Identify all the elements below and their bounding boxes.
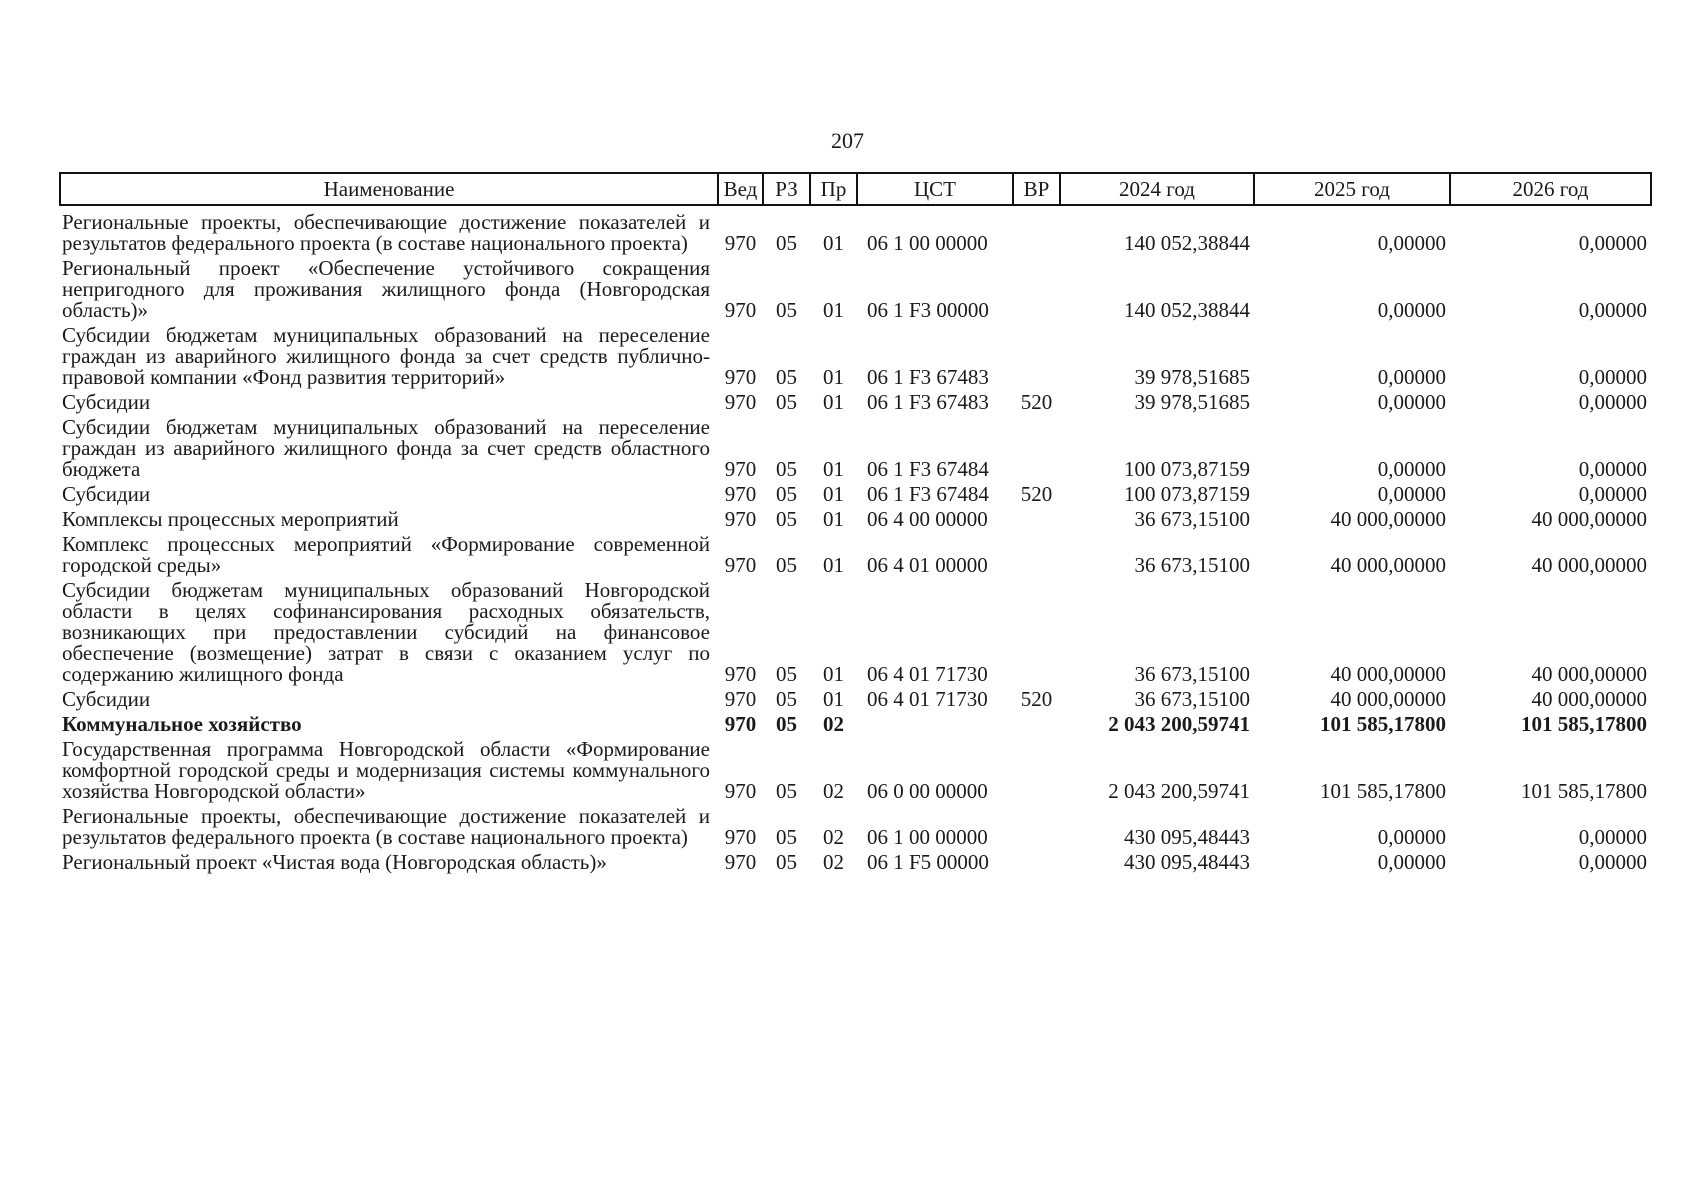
table-row <box>60 737 1651 804</box>
row-vr <box>1013 415 1060 482</box>
row-amount-2024: 430 095,48443 <box>1124 825 1250 849</box>
row-amount-2025: 0,00000 <box>1377 298 1446 322</box>
row-name: Субсидии <box>62 482 151 506</box>
row-amount-2025: 0,00000 <box>1377 457 1446 481</box>
row-ved: 970 <box>724 231 757 255</box>
table-row <box>60 205 1651 256</box>
row-amount-2026: 0,00000 <box>1578 825 1647 849</box>
row-rz: 05 <box>776 825 797 849</box>
row-amount-2024: 140 052,38844 <box>1124 231 1250 255</box>
header-ved: Вед <box>718 173 763 205</box>
row-cst: 06 1 F3 67484 <box>867 482 989 506</box>
row-ved: 970 <box>724 662 757 686</box>
row-cst: 06 1 F3 67484 <box>867 457 989 481</box>
row-amount-2025: 40 000,00000 <box>1330 687 1446 711</box>
row-rz: 05 <box>776 687 797 711</box>
table-header <box>60 173 1651 205</box>
row-pr: 02 <box>823 850 844 874</box>
table-row <box>60 804 1651 850</box>
row-rz: 05 <box>776 390 797 414</box>
row-rz: 05 <box>776 365 797 389</box>
row-amount-2026: 40 000,00000 <box>1531 662 1647 686</box>
row-pr: 01 <box>823 662 844 686</box>
header-cst: ЦСТ <box>857 173 1013 205</box>
row-pr: 02 <box>823 712 844 736</box>
header-rz: РЗ <box>763 173 810 205</box>
row-pr: 01 <box>823 390 844 414</box>
row-pr: 01 <box>823 457 844 481</box>
row-amount-2026: 101 585,17800 <box>1521 779 1647 803</box>
row-ved: 970 <box>724 825 757 849</box>
row-ved: 970 <box>724 390 757 414</box>
row-rz: 05 <box>776 553 797 577</box>
row-cst: 06 1 F3 67483 <box>867 390 989 414</box>
row-amount-2026: 40 000,00000 <box>1531 507 1647 531</box>
row-name: Региональные проекты, обеспечивающие достижение показателей и результатов федерального проекта (в составе национального проекта) <box>62 804 710 849</box>
row-vr <box>1013 323 1060 390</box>
row-amount-2024: 140 052,38844 <box>1124 298 1250 322</box>
table-body <box>60 205 1651 875</box>
row-cst: 06 0 00 00000 <box>867 779 988 803</box>
row-amount-2024: 36 673,15100 <box>1134 687 1250 711</box>
row-vr <box>1013 850 1060 875</box>
row-name: Коммунальное хозяйство <box>62 712 302 736</box>
row-vr <box>1013 712 1060 737</box>
row-vr <box>1013 578 1060 687</box>
row-name: Субсидии бюджетам муниципальных образований на переселение граждан из аварийного жилищного фонда за счет средств областного бюджета <box>62 415 710 481</box>
row-vr <box>1013 804 1060 850</box>
table-row <box>60 532 1651 578</box>
header-pr: Пр <box>810 173 857 205</box>
row-amount-2025: 0,00000 <box>1377 390 1446 414</box>
row-amount-2025: 40 000,00000 <box>1330 662 1446 686</box>
row-amount-2024: 39 978,51685 <box>1134 365 1250 389</box>
page-number: 207 <box>831 128 864 153</box>
row-cst: 06 1 00 00000 <box>867 825 988 849</box>
row-rz: 05 <box>776 662 797 686</box>
row-amount-2026: 0,00000 <box>1578 457 1647 481</box>
row-ved: 970 <box>724 687 757 711</box>
row-amount-2026: 101 585,17800 <box>1521 712 1647 736</box>
row-name: Комплекс процессных мероприятий «Формирование современной городской среды» <box>62 532 710 577</box>
row-pr: 02 <box>823 779 844 803</box>
row-cst <box>857 712 1013 737</box>
row-cst: 06 1 F5 00000 <box>867 850 989 874</box>
budget-table <box>59 172 1652 875</box>
row-amount-2024: 2 043 200,59741 <box>1108 712 1250 736</box>
row-amount-2024: 100 073,87159 <box>1124 482 1250 506</box>
row-vr <box>1013 507 1060 532</box>
row-cst: 06 1 00 00000 <box>867 231 988 255</box>
row-amount-2026: 40 000,00000 <box>1531 687 1647 711</box>
row-amount-2025: 101 585,17800 <box>1320 779 1446 803</box>
row-pr: 01 <box>823 553 844 577</box>
row-ved: 970 <box>724 553 757 577</box>
table-row <box>60 390 1651 415</box>
row-rz: 05 <box>776 298 797 322</box>
row-name: Субсидии бюджетам муниципальных образований Новгородской области в целях софинансирования расходных обязательств, возникающих при предоставлении субсидий на финансовое обеспечение (возмещение) затрат в связи с оказанием услуг по содержанию жилищного фонда <box>62 578 710 686</box>
table-row <box>60 687 1651 712</box>
row-pr: 01 <box>823 231 844 255</box>
row-amount-2024: 2 043 200,59741 <box>1108 779 1250 803</box>
row-rz: 05 <box>776 507 797 531</box>
row-rz: 05 <box>776 850 797 874</box>
row-ved: 970 <box>724 779 757 803</box>
row-pr: 01 <box>823 298 844 322</box>
row-rz: 05 <box>776 231 797 255</box>
header-row <box>60 173 1651 205</box>
row-ved: 970 <box>724 482 757 506</box>
row-amount-2025: 40 000,00000 <box>1330 553 1446 577</box>
row-pr: 01 <box>823 507 844 531</box>
table-row <box>60 850 1651 875</box>
row-cst: 06 4 01 71730 <box>867 687 988 711</box>
table-row <box>60 323 1651 390</box>
table-row <box>60 415 1651 482</box>
table-row <box>60 507 1651 532</box>
row-cst: 06 1 F3 67483 <box>867 365 989 389</box>
row-vr <box>1013 256 1060 323</box>
row-cst: 06 4 01 00000 <box>867 553 988 577</box>
header-2026: 2026 год <box>1450 173 1651 205</box>
row-amount-2025: 0,00000 <box>1377 231 1446 255</box>
row-name: Региональные проекты, обеспечивающие достижение показателей и результатов федерального проекта (в составе национального проекта) <box>62 210 710 255</box>
row-pr: 01 <box>823 365 844 389</box>
row-vr: 520 <box>1020 390 1053 414</box>
row-ved: 970 <box>724 850 757 874</box>
row-amount-2024: 100 073,87159 <box>1124 457 1250 481</box>
row-name: Комплексы процессных мероприятий <box>62 507 399 531</box>
row-name: Субсидии бюджетам муниципальных образований на переселение граждан из аварийного жилищного фонда за счет средств публично-правовой компании «Фонд развития территорий» <box>62 323 710 389</box>
row-rz: 05 <box>776 482 797 506</box>
row-ved: 970 <box>724 365 757 389</box>
row-amount-2026: 0,00000 <box>1578 482 1647 506</box>
row-amount-2024: 36 673,15100 <box>1134 662 1250 686</box>
row-pr: 02 <box>823 825 844 849</box>
header-2025: 2025 год <box>1254 173 1450 205</box>
header-name: Наименование <box>60 173 718 205</box>
row-pr: 01 <box>823 482 844 506</box>
table-row <box>60 578 1651 687</box>
row-vr: 520 <box>1020 482 1053 506</box>
row-ved: 970 <box>724 507 757 531</box>
row-rz: 05 <box>776 457 797 481</box>
row-amount-2024: 430 095,48443 <box>1124 850 1250 874</box>
row-vr <box>1013 737 1060 804</box>
row-name: Субсидии <box>62 390 151 414</box>
row-amount-2024: 36 673,15100 <box>1134 553 1250 577</box>
row-amount-2025: 0,00000 <box>1377 850 1446 874</box>
row-vr <box>1013 532 1060 578</box>
row-amount-2025: 40 000,00000 <box>1330 507 1446 531</box>
row-vr: 520 <box>1020 687 1053 711</box>
row-amount-2026: 0,00000 <box>1578 390 1647 414</box>
row-amount-2025: 101 585,17800 <box>1320 712 1446 736</box>
row-name: Государственная программа Новгородской области «Формирование комфортной городской среды и модернизация системы коммунального хозяйства Новгородской области» <box>62 737 710 803</box>
row-pr: 01 <box>823 687 844 711</box>
row-ved: 970 <box>724 712 757 736</box>
row-amount-2026: 0,00000 <box>1578 365 1647 389</box>
row-amount-2025: 0,00000 <box>1377 825 1446 849</box>
row-amount-2026: 0,00000 <box>1578 298 1647 322</box>
row-amount-2024: 36 673,15100 <box>1134 507 1250 531</box>
row-amount-2025: 0,00000 <box>1377 482 1446 506</box>
row-vr <box>1013 205 1060 256</box>
row-amount-2026: 40 000,00000 <box>1531 553 1647 577</box>
table-row <box>60 712 1651 737</box>
row-amount-2025: 0,00000 <box>1377 365 1446 389</box>
header-2024: 2024 год <box>1060 173 1254 205</box>
row-name: Региональный проект «Чистая вода (Новгородская область)» <box>62 850 607 874</box>
table-row <box>60 482 1651 507</box>
header-vr: ВР <box>1013 173 1060 205</box>
row-rz: 05 <box>776 779 797 803</box>
row-amount-2024: 39 978,51685 <box>1134 390 1250 414</box>
row-cst: 06 4 01 71730 <box>867 662 988 686</box>
row-name: Региональный проект «Обеспечение устойчивого сокращения непригодного для проживания жилищного фонда (Новгородская область)» <box>62 256 710 322</box>
row-ved: 970 <box>724 457 757 481</box>
row-ved: 970 <box>724 298 757 322</box>
row-rz: 05 <box>776 712 797 736</box>
row-cst: 06 4 00 00000 <box>867 507 988 531</box>
row-amount-2026: 0,00000 <box>1578 231 1647 255</box>
table-row <box>60 256 1651 323</box>
row-name: Субсидии <box>62 687 151 711</box>
row-amount-2026: 0,00000 <box>1578 850 1647 874</box>
row-cst: 06 1 F3 00000 <box>867 298 989 322</box>
